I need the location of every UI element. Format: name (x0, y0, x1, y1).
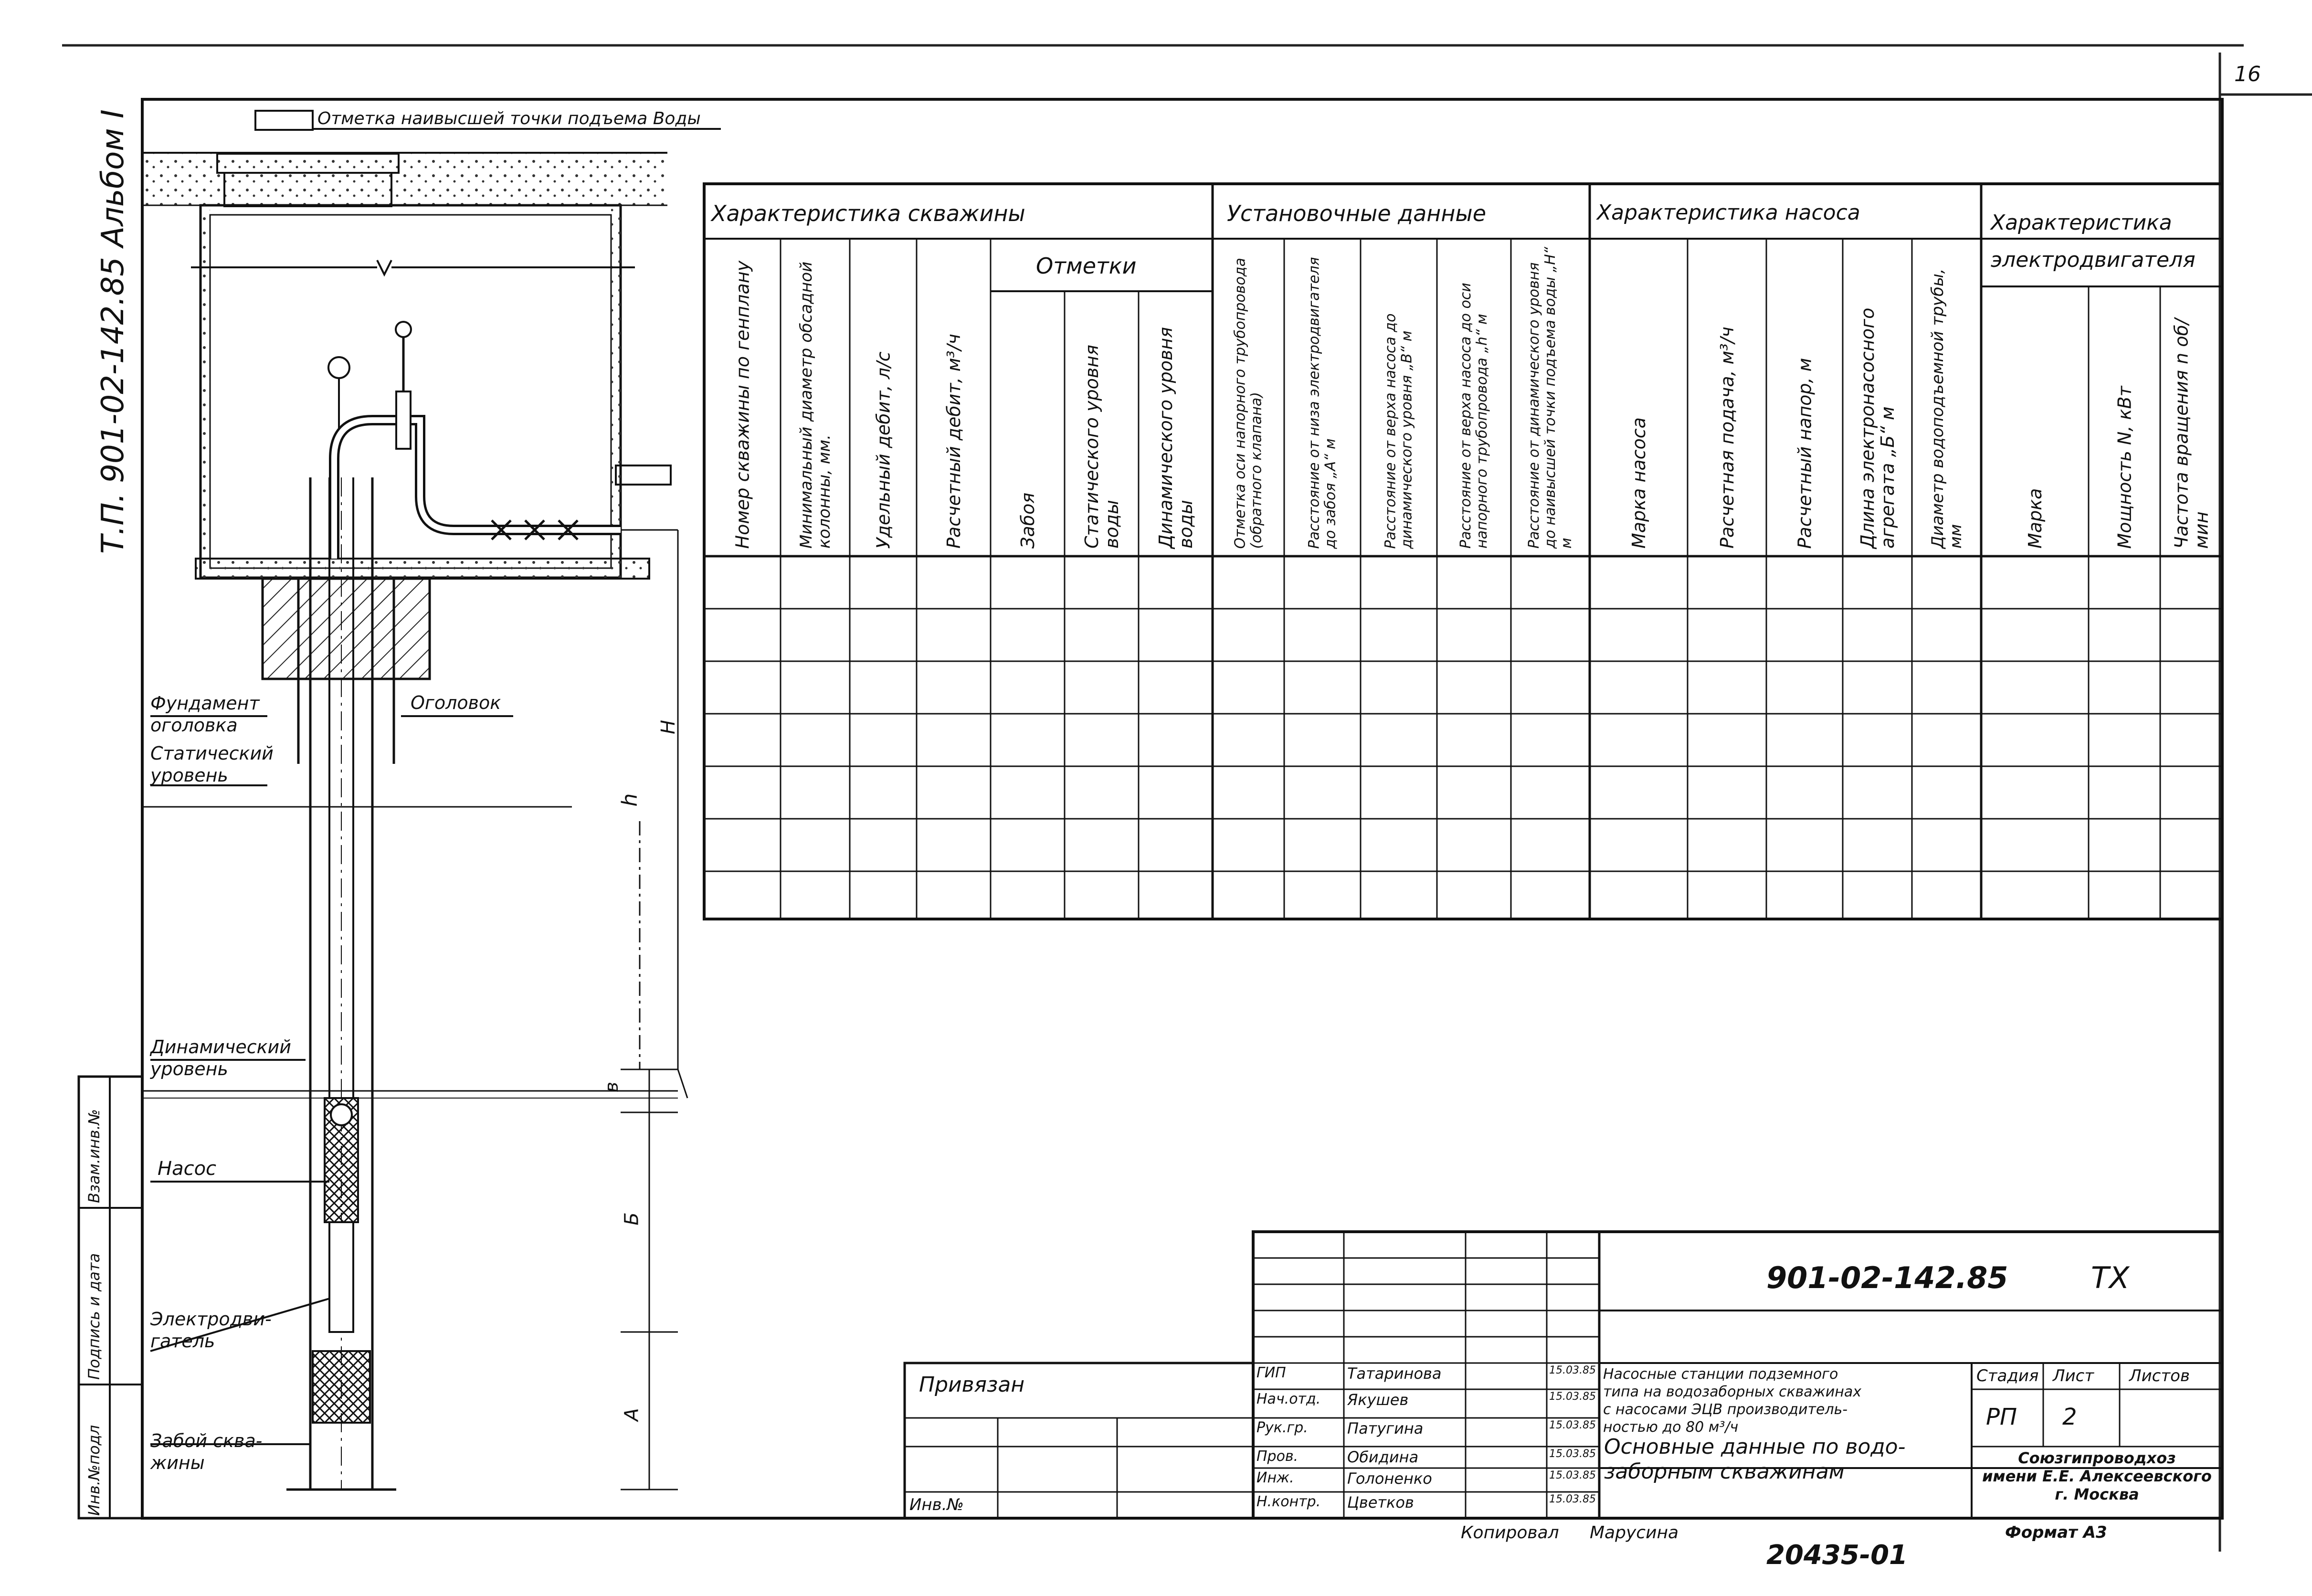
signature-date: 15.03.85 (1549, 1493, 1596, 1505)
bottom-label: Забой сква- жины (150, 1430, 263, 1473)
copied-by-label: Копировал (1461, 1523, 1559, 1543)
column-header: Расстояние от верха насоса до оси напорного трубопровода „h“ м (1457, 283, 1490, 549)
column-header: Частота вращения n об/мин (2171, 318, 2212, 549)
group-motor: Характеристика электродвигателя (1991, 211, 2196, 272)
column-header: Расстояние от верха насоса до динамического уровня „В“ м (1382, 313, 1415, 549)
signature-role: Н.контр. (1256, 1493, 1321, 1510)
signature-role: Пров. (1256, 1448, 1299, 1465)
group-well: Характеристика скважины (711, 201, 1025, 226)
subgroup-marks: Отметки (1036, 253, 1137, 279)
column-header: Динамического уровня воды (1155, 327, 1196, 549)
signature-date: 15.03.85 (1549, 1419, 1596, 1431)
column-header: Расчетная подача, м³/ч (1716, 327, 1738, 549)
stamp-signature-date: Подпись и дата (85, 1253, 103, 1380)
signature-date: 15.03.85 (1549, 1448, 1596, 1460)
bound-label: Привязан (919, 1373, 1025, 1397)
group-pump: Характеристика насоса (1597, 201, 1860, 225)
signature-name: Обидина (1347, 1448, 1419, 1466)
project-title: Насосные станции подземного типа на водозаборных скважинах с насосами ЭЦВ производитель- ностью до 80 м³/ч (1603, 1366, 1861, 1436)
inv-label: Инв.№ (909, 1495, 964, 1514)
column-header: Мощность N, кВт (2114, 385, 2135, 549)
column-header: Марка насоса (1628, 417, 1649, 549)
album-label: Т.П. 901-02-142.85 Альбом I (95, 109, 131, 554)
motor-label: Электродви- гатель (150, 1309, 272, 1352)
dim-a: А (621, 1408, 643, 1421)
dim-v: в (601, 1081, 623, 1093)
archive-number: 20435-01 (1766, 1540, 1908, 1571)
foundation-label: Фундамент оголовка (150, 693, 260, 736)
signature-name: Цветков (1347, 1493, 1414, 1511)
doc-mark: ТХ (2091, 1260, 2130, 1295)
sheets-header: Листов (2129, 1366, 2190, 1385)
signature-date: 15.03.85 (1549, 1364, 1596, 1376)
signature-date: 15.03.85 (1549, 1469, 1596, 1481)
column-header: Расстояние от динамического уровня до наивысшей точки подъема воды „H“ м (1525, 246, 1575, 549)
column-header: Диаметр водоподъемной трубы, мм (1928, 268, 1965, 549)
top-mark-label: Отметка наивысшей точки подъема Воды (317, 109, 701, 128)
column-header: Расстояние от низа электродвигателя до забоя „А“ м (1306, 256, 1339, 549)
head-label: Оголовок (411, 692, 501, 713)
signature-name: Якушев (1347, 1391, 1409, 1409)
dynamic-level-label: Динамический уровень (150, 1036, 291, 1079)
organization: Союзгипроводхоз имени Е.Е. Алексеевского г. Москва (1982, 1449, 2212, 1503)
stage-value: РП (1986, 1404, 2017, 1430)
column-header: Расчетный напор, м (1794, 358, 1815, 549)
sheet-value: 2 (2062, 1404, 2077, 1430)
copier-name: Марусина (1590, 1523, 1679, 1543)
signature-role: Рук.гр. (1256, 1419, 1308, 1436)
static-level-label: Статический уровень (150, 743, 274, 786)
dim-H: H (657, 719, 680, 735)
signature-role: Нач.отд. (1256, 1391, 1321, 1407)
stamp-vzam-inv: Взам.инв.№ (85, 1109, 103, 1203)
column-header: Расчетный дебит, м³/ч (943, 334, 964, 549)
doc-code: 901-02-142.85 (1766, 1260, 2008, 1295)
signature-name: Голоненко (1347, 1469, 1432, 1488)
group-install: Установочные данные (1227, 201, 1487, 226)
stamp-inv-podl: Инв.№подл (85, 1425, 103, 1516)
column-header: Марка (2024, 488, 2046, 549)
signature-role: Инж. (1256, 1469, 1294, 1486)
column-header: Удельный дебит, л/с (873, 351, 894, 549)
format-label: Формат А3 (2005, 1523, 2107, 1542)
dim-h: h (617, 793, 642, 807)
column-header: Забоя (1017, 492, 1038, 549)
column-header: Статического уровня воды (1081, 345, 1122, 549)
column-header: Длина электронасосного агрегата „Б“ м (1857, 307, 1898, 549)
pump-label: Насос (158, 1158, 217, 1180)
page-number: 16 (2234, 62, 2261, 86)
signature-role: ГИП (1256, 1364, 1286, 1381)
signature-date: 15.03.85 (1549, 1391, 1596, 1403)
sheet-header: Лист (2053, 1366, 2094, 1385)
sheet-title: Основные данные по водо- заборным скважинам (1604, 1435, 1906, 1484)
column-header: Отметка оси напорного трубопровода (обратного клапана) (1232, 257, 1265, 549)
column-header: Номер скважины по генплану (732, 260, 753, 549)
dim-b: Б (621, 1212, 643, 1226)
signature-name: Патугина (1347, 1419, 1424, 1437)
signature-name: Татаринова (1347, 1364, 1442, 1383)
column-header: Минимальный диаметр обсадной колонны, мм. (796, 261, 834, 549)
stage-header: Стадия (1976, 1366, 2039, 1385)
